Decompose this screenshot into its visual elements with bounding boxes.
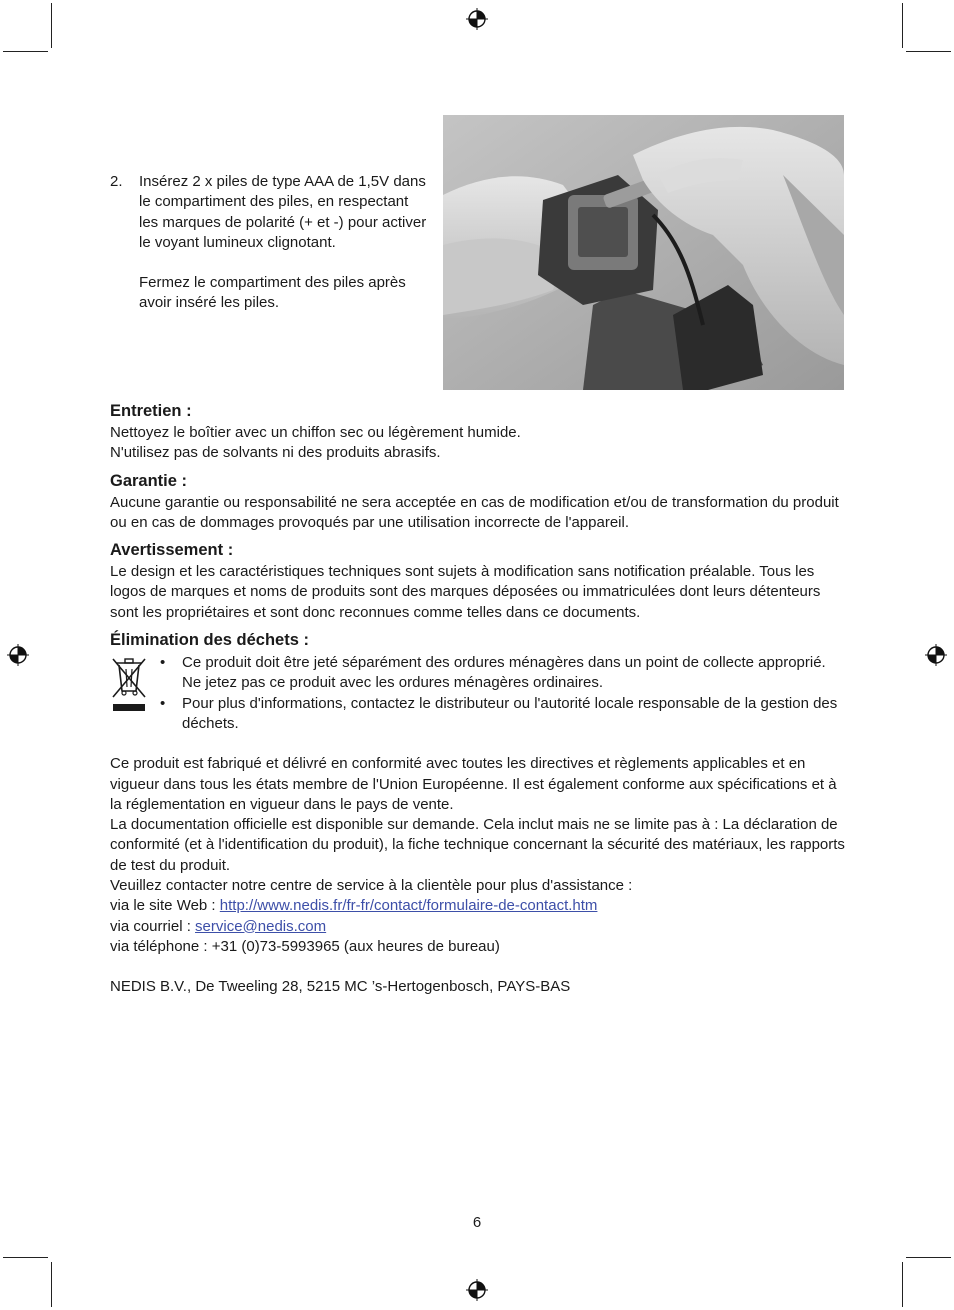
contact-form-link[interactable]: http://www.nedis.fr/fr-fr/contact/formulaire-de-contact.htm [219, 897, 598, 915]
disposal-block [110, 653, 846, 734]
crop-mark [902, 1262, 903, 1307]
garantie-text: Aucune garantie ou responsabilité ne sera acceptée en cas de modification et/ou de transformation du produit ou en cas de dommages provoqués par une utilisation incorrecte de l'appareil. [110, 493, 839, 531]
page-number: 6 [472, 1214, 482, 1231]
section-elimination [110, 629, 846, 734]
heading-entretien: Entretien : [110, 402, 192, 420]
email-link[interactable]: service@nedis.com [195, 917, 327, 935]
contact-mail [110, 917, 846, 937]
step-text-close: Fermez le compartiment des piles après avoir inséré les piles. [139, 274, 406, 312]
registration-mark-icon [466, 8, 488, 30]
section-garantie [110, 470, 846, 534]
section-entretien [110, 400, 846, 464]
contact-phone: via téléphone : +31 (0)73-5993965 (aux heures de bureau) [110, 937, 500, 955]
crop-mark [902, 3, 903, 48]
heading-elimination: Élimination des déchets : [110, 631, 309, 650]
crop-mark [51, 1262, 52, 1307]
mail-label: via courriel : [110, 917, 196, 935]
company-address: NEDIS B.V., De Tweeling 28, 5215 MC ’s-Hertogenbosch, PAYS-BAS [110, 978, 571, 996]
crop-mark [3, 1257, 48, 1258]
registration-mark-icon [925, 644, 947, 666]
list-item: • Pour plus d'informations, contactez le distributeur ou l'autorité locale responsable de la gestion des déchets. [160, 694, 846, 735]
contact-web [110, 896, 846, 916]
heading-avertissement: Avertissement : [110, 541, 234, 560]
crop-mark [51, 3, 52, 48]
main-content [110, 400, 846, 998]
entretien-line-1: Nettoyez le boîtier avec un chiffon sec ou légèrement humide. [110, 424, 521, 441]
avertissement-text: Le design et les caractéristiques techniques sont sujets à modification sans notification préalable. Tous les logos de marques et noms de produits sont des marques déposées ou immatriculées dont leurs détenteurs sont les propriétaires et sont donc reconnues comme telles dans ce documents. [110, 563, 821, 621]
battery-insertion-photo [443, 115, 844, 390]
entretien-line-2: N'utilisez pas de solvants ni des produits abrasifs. [110, 444, 441, 462]
registration-mark-icon [7, 644, 29, 666]
step-number: 2. [110, 173, 123, 190]
section-conformity [110, 754, 846, 957]
crop-mark [3, 51, 48, 52]
disposal-list [160, 653, 846, 734]
section-avertissement [110, 539, 846, 623]
step-text: Insérez 2 x piles de type AAA de 1,5V dans le compartiment des piles, en respectant les marques de polarité (+ et -) pour activer le voyant lumineux clignotant. [139, 173, 427, 251]
crossed-bin-icon [110, 655, 148, 715]
crop-mark [906, 51, 951, 52]
list-item: • Ce produit doit être jeté séparément des ordures ménagères dans un point de collecte approprié. Ne jetez pas ce produit avec les ordures ménagères ordinaires. [160, 653, 846, 694]
web-label: via le site Web : [110, 897, 220, 915]
step-body [139, 172, 429, 314]
contact-intro: Veuillez contacter notre centre de service à la clientèle pour plus d'assistance : [110, 877, 633, 895]
conformity-text: Ce produit est fabriqué et délivré en conformité avec toutes les directives et règlements applicables et en vigueur dans tous les états membre de l'Union Européenne. Il est également conforme aux spécifications et à la réglementation en vigueur dans le pays de vente. [110, 755, 837, 813]
heading-garantie: Garantie : [110, 471, 188, 490]
documentation-text: La documentation officielle est disponible sur demande. Cela inclut mais ne se limite pas à : La déclaration de conformité (et à l'identification du produit), la fiche technique concernant la sécurité des matériaux, les rapports de test du produit. [110, 816, 845, 874]
crop-mark [906, 1257, 951, 1258]
registration-mark-icon [466, 1279, 488, 1301]
